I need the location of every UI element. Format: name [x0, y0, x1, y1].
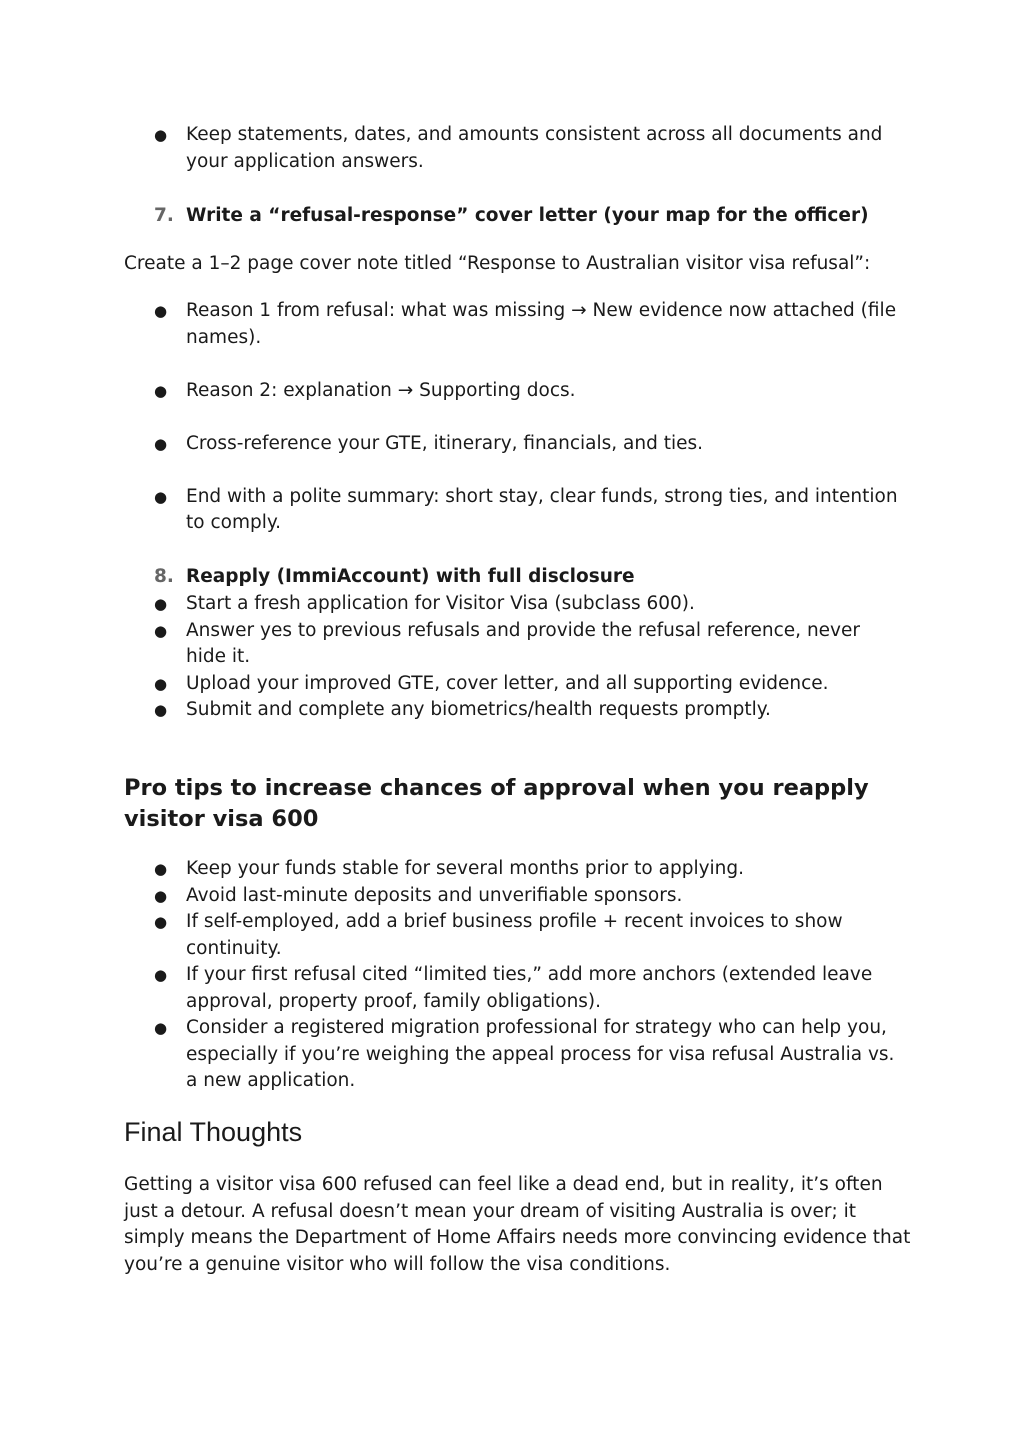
cover-note-intro: Create a 1–2 page cover note titled “Response to Australian visitor visa refusal”: — [124, 253, 871, 274]
list-item-text: End with a polite summary: short stay, clear funds, strong ties, and intention to comply. — [186, 485, 898, 533]
list-item-text: Consider a registered migration professional for strategy who can help you, especially if you’re weighing the appeal process for visa refusal Australia vs. a new application. — [186, 1017, 895, 1091]
list-item-text: Avoid last-minute deposits and unverifiable sponsors. — [186, 884, 683, 906]
list-item — [124, 1015, 904, 1095]
bullet-icon: ● — [154, 913, 168, 931]
list-item — [124, 883, 904, 910]
list-item — [124, 484, 904, 537]
list-item-text: Cross-reference your GTE, itinerary, financials, and ties. — [186, 432, 704, 454]
bullet-icon: ● — [154, 966, 168, 984]
list-item-text: Submit and complete any biometrics/health requests promptly. — [186, 699, 771, 720]
bullet-icon: ● — [154, 860, 168, 878]
cover-note-bullet-list — [124, 298, 904, 537]
step-number: 8. — [154, 566, 174, 587]
list-item-text: If your first refusal cited “limited ties,” add more anchors (extended leave approval, property proof, family obligations). — [186, 964, 873, 1012]
bullet-icon: ● — [154, 674, 168, 693]
bullet-icon: ● — [154, 381, 168, 400]
list-item — [124, 591, 904, 618]
list-item — [124, 671, 904, 698]
list-item — [124, 909, 904, 962]
final-paragraph: Getting a visitor visa 600 refused can feel like a dead end, but in reality, it’s often just a detour. A refusal doesn’t mean your dream of visiting Australia is over; it simply means the Department of Home Affairs needs more convincing evidence that you’re a genuine visitor who will follow the visa conditions. — [124, 1174, 911, 1275]
list-item-text: Reason 1 from refusal: what was missing → New evidence now attached (file names). — [186, 300, 897, 348]
list-item — [124, 298, 904, 351]
list-item — [124, 378, 904, 405]
list-item — [124, 697, 904, 724]
bullet-icon: ● — [154, 126, 168, 144]
bullet-icon: ● — [154, 886, 168, 905]
list-item — [124, 618, 904, 671]
list-item-text: Answer yes to previous refusals and provide the refusal reference, never hide it. — [186, 619, 860, 667]
bullet-icon: ● — [154, 302, 168, 320]
bullet-icon: ● — [154, 595, 168, 613]
list-item-text: Keep statements, dates, and amounts consistent across all documents and your application answers. — [186, 124, 883, 172]
pro-tips-heading: Pro tips to increase chances of approval when you reapply visitor visa 600 — [124, 775, 869, 832]
list-item-text: Upload your improved GTE, cover letter, and all supporting evidence. — [186, 672, 829, 694]
step-8-heading — [154, 564, 635, 591]
step-7-heading — [154, 203, 869, 230]
final-thoughts-heading: Final Thoughts — [124, 1117, 303, 1147]
reapply-bullet-list — [124, 591, 904, 724]
bullet-icon: ● — [154, 434, 168, 453]
list-item — [124, 431, 904, 458]
list-item — [124, 122, 904, 175]
list-item-text: Start a fresh application for Visitor Visa (subclass 600). — [186, 593, 695, 614]
step-title: Write a “refusal-response” cover letter (your map for the officer) — [186, 205, 869, 226]
step-number: 7. — [154, 205, 174, 226]
step-title: Reapply (ImmiAccount) with full disclosure — [186, 566, 635, 587]
bullet-icon: ● — [154, 621, 168, 640]
list-item — [124, 856, 904, 883]
list-item-text: If self-employed, add a brief business profile + recent invoices to show continuity. — [186, 911, 843, 959]
bullet-icon: ● — [154, 487, 168, 506]
top-bullet-list — [124, 122, 904, 175]
bullet-icon: ● — [154, 701, 168, 719]
list-item-text: Keep your funds stable for several months prior to applying. — [186, 858, 745, 879]
list-item — [124, 962, 904, 1015]
list-item-text: Reason 2: explanation → Supporting docs. — [186, 379, 576, 401]
pro-tips-bullet-list — [124, 856, 904, 1095]
bullet-icon: ● — [154, 1019, 168, 1037]
